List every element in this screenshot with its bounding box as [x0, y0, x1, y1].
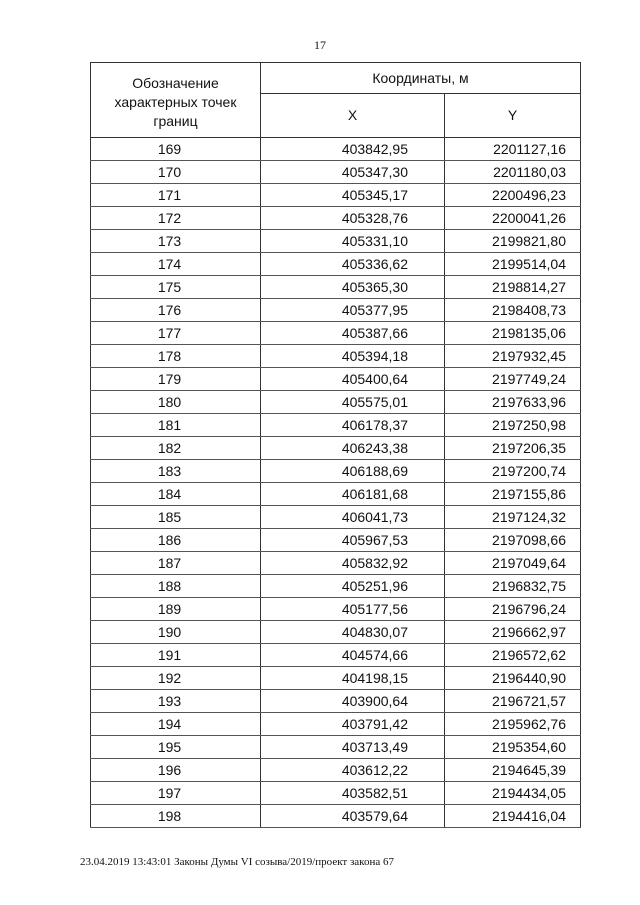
x-coordinate-cell: 405400,64: [261, 368, 445, 391]
footer-stamp: 23.04.2019 13:43:01 Законы Думы VI созыва/2019/проект закона 67: [80, 856, 394, 868]
point-cell: 185: [91, 506, 261, 529]
point-cell: 172: [91, 207, 261, 230]
y-coordinate-cell: 2201127,16: [445, 138, 581, 161]
table-row: [91, 184, 581, 207]
x-coordinate-cell: 405331,10: [261, 230, 445, 253]
x-column-header: X: [261, 93, 445, 137]
table-header: [91, 63, 581, 138]
y-coordinate-cell: 2197049,64: [445, 552, 581, 575]
point-cell: 180: [91, 391, 261, 414]
y-coordinate-cell: 2199514,04: [445, 253, 581, 276]
y-coordinate-cell: 2196662,97: [445, 621, 581, 644]
table-row: [91, 207, 581, 230]
y-coordinate-cell: 2197200,74: [445, 460, 581, 483]
x-coordinate-cell: 406041,73: [261, 506, 445, 529]
point-cell: 176: [91, 299, 261, 322]
x-coordinate-cell: 403900,64: [261, 690, 445, 713]
table-row: [91, 759, 581, 782]
y-coordinate-cell: 2198135,06: [445, 322, 581, 345]
point-cell: 187: [91, 552, 261, 575]
y-coordinate-cell: 2197633,96: [445, 391, 581, 414]
point-cell: 173: [91, 230, 261, 253]
x-coordinate-cell: 405967,53: [261, 529, 445, 552]
table-row: [91, 575, 581, 598]
y-coordinate-cell: 2196832,75: [445, 575, 581, 598]
table-row: [91, 299, 581, 322]
y-column-header: Y: [445, 93, 581, 137]
y-coordinate-cell: 2196572,62: [445, 644, 581, 667]
table-row: [91, 621, 581, 644]
point-cell: 179: [91, 368, 261, 391]
table-row: [91, 437, 581, 460]
x-coordinate-cell: 405336,62: [261, 253, 445, 276]
y-coordinate-cell: 2196721,57: [445, 690, 581, 713]
table-row: [91, 368, 581, 391]
x-coordinate-cell: 406181,68: [261, 483, 445, 506]
table-row: [91, 230, 581, 253]
table-row: [91, 552, 581, 575]
x-coordinate-cell: 404198,15: [261, 667, 445, 690]
table-row: [91, 345, 581, 368]
table-row: [91, 276, 581, 299]
point-cell: 188: [91, 575, 261, 598]
x-coordinate-cell: 403842,95: [261, 138, 445, 161]
x-coordinate-cell: 405377,95: [261, 299, 445, 322]
table-row: [91, 644, 581, 667]
point-cell: 192: [91, 667, 261, 690]
table-row: [91, 460, 581, 483]
point-cell: 198: [91, 805, 261, 828]
point-cell: 193: [91, 690, 261, 713]
point-cell: 182: [91, 437, 261, 460]
point-cell: 181: [91, 414, 261, 437]
x-coordinate-cell: 405387,66: [261, 322, 445, 345]
point-cell: 175: [91, 276, 261, 299]
x-coordinate-cell: 403612,22: [261, 759, 445, 782]
x-coordinate-cell: 405575,01: [261, 391, 445, 414]
y-coordinate-cell: 2200496,23: [445, 184, 581, 207]
point-cell: 191: [91, 644, 261, 667]
x-coordinate-cell: 405365,30: [261, 276, 445, 299]
y-coordinate-cell: 2198814,27: [445, 276, 581, 299]
table-row: [91, 391, 581, 414]
x-coordinate-cell: 403713,49: [261, 736, 445, 759]
point-cell: 178: [91, 345, 261, 368]
point-cell: 183: [91, 460, 261, 483]
y-coordinate-cell: 2197155,86: [445, 483, 581, 506]
x-coordinate-cell: 405251,96: [261, 575, 445, 598]
y-coordinate-cell: 2201180,03: [445, 161, 581, 184]
y-coordinate-cell: 2200041,26: [445, 207, 581, 230]
y-coordinate-cell: 2197206,35: [445, 437, 581, 460]
y-coordinate-cell: 2197124,32: [445, 506, 581, 529]
y-coordinate-cell: 2197932,45: [445, 345, 581, 368]
table-row: [91, 138, 581, 161]
y-coordinate-cell: 2194434,05: [445, 782, 581, 805]
table-row: [91, 322, 581, 345]
point-cell: 170: [91, 161, 261, 184]
y-coordinate-cell: 2197250,98: [445, 414, 581, 437]
point-cell: 169: [91, 138, 261, 161]
table-row: [91, 736, 581, 759]
page-number: 17: [314, 38, 326, 52]
table-row: [91, 690, 581, 713]
x-coordinate-cell: 406243,38: [261, 437, 445, 460]
x-coordinate-cell: 403579,64: [261, 805, 445, 828]
table-row: [91, 506, 581, 529]
x-coordinate-cell: 405345,17: [261, 184, 445, 207]
point-cell: 197: [91, 782, 261, 805]
coordinates-column-header: Координаты, м: [261, 63, 581, 94]
point-cell: 174: [91, 253, 261, 276]
table-row: [91, 161, 581, 184]
table-row: [91, 713, 581, 736]
table-row: [91, 253, 581, 276]
table-row: [91, 414, 581, 437]
point-cell: 195: [91, 736, 261, 759]
x-coordinate-cell: 405832,92: [261, 552, 445, 575]
y-coordinate-cell: 2196796,24: [445, 598, 581, 621]
table-row: [91, 782, 581, 805]
x-coordinate-cell: 405347,30: [261, 161, 445, 184]
point-column-header: Обозначение характерных точек границ: [91, 63, 261, 138]
coordinates-table: [90, 62, 581, 828]
x-coordinate-cell: 403791,42: [261, 713, 445, 736]
point-cell: 194: [91, 713, 261, 736]
y-coordinate-cell: 2197098,66: [445, 529, 581, 552]
point-cell: 186: [91, 529, 261, 552]
table-row: [91, 483, 581, 506]
x-coordinate-cell: 405177,56: [261, 598, 445, 621]
y-coordinate-cell: 2194416,04: [445, 805, 581, 828]
table-row: [91, 529, 581, 552]
x-coordinate-cell: 404830,07: [261, 621, 445, 644]
point-cell: 190: [91, 621, 261, 644]
x-coordinate-cell: 403582,51: [261, 782, 445, 805]
x-coordinate-cell: 405394,18: [261, 345, 445, 368]
point-cell: 196: [91, 759, 261, 782]
point-cell: 184: [91, 483, 261, 506]
y-coordinate-cell: 2196440,90: [445, 667, 581, 690]
point-cell: 177: [91, 322, 261, 345]
table-body: [91, 138, 581, 828]
table-row: [91, 667, 581, 690]
table-row: [91, 598, 581, 621]
y-coordinate-cell: 2197749,24: [445, 368, 581, 391]
x-coordinate-cell: 406178,37: [261, 414, 445, 437]
point-cell: 189: [91, 598, 261, 621]
point-cell: 171: [91, 184, 261, 207]
y-coordinate-cell: 2195354,60: [445, 736, 581, 759]
table-row: [91, 805, 581, 828]
y-coordinate-cell: 2194645,39: [445, 759, 581, 782]
y-coordinate-cell: 2198408,73: [445, 299, 581, 322]
x-coordinate-cell: 405328,76: [261, 207, 445, 230]
x-coordinate-cell: 406188,69: [261, 460, 445, 483]
y-coordinate-cell: 2199821,80: [445, 230, 581, 253]
x-coordinate-cell: 404574,66: [261, 644, 445, 667]
y-coordinate-cell: 2195962,76: [445, 713, 581, 736]
